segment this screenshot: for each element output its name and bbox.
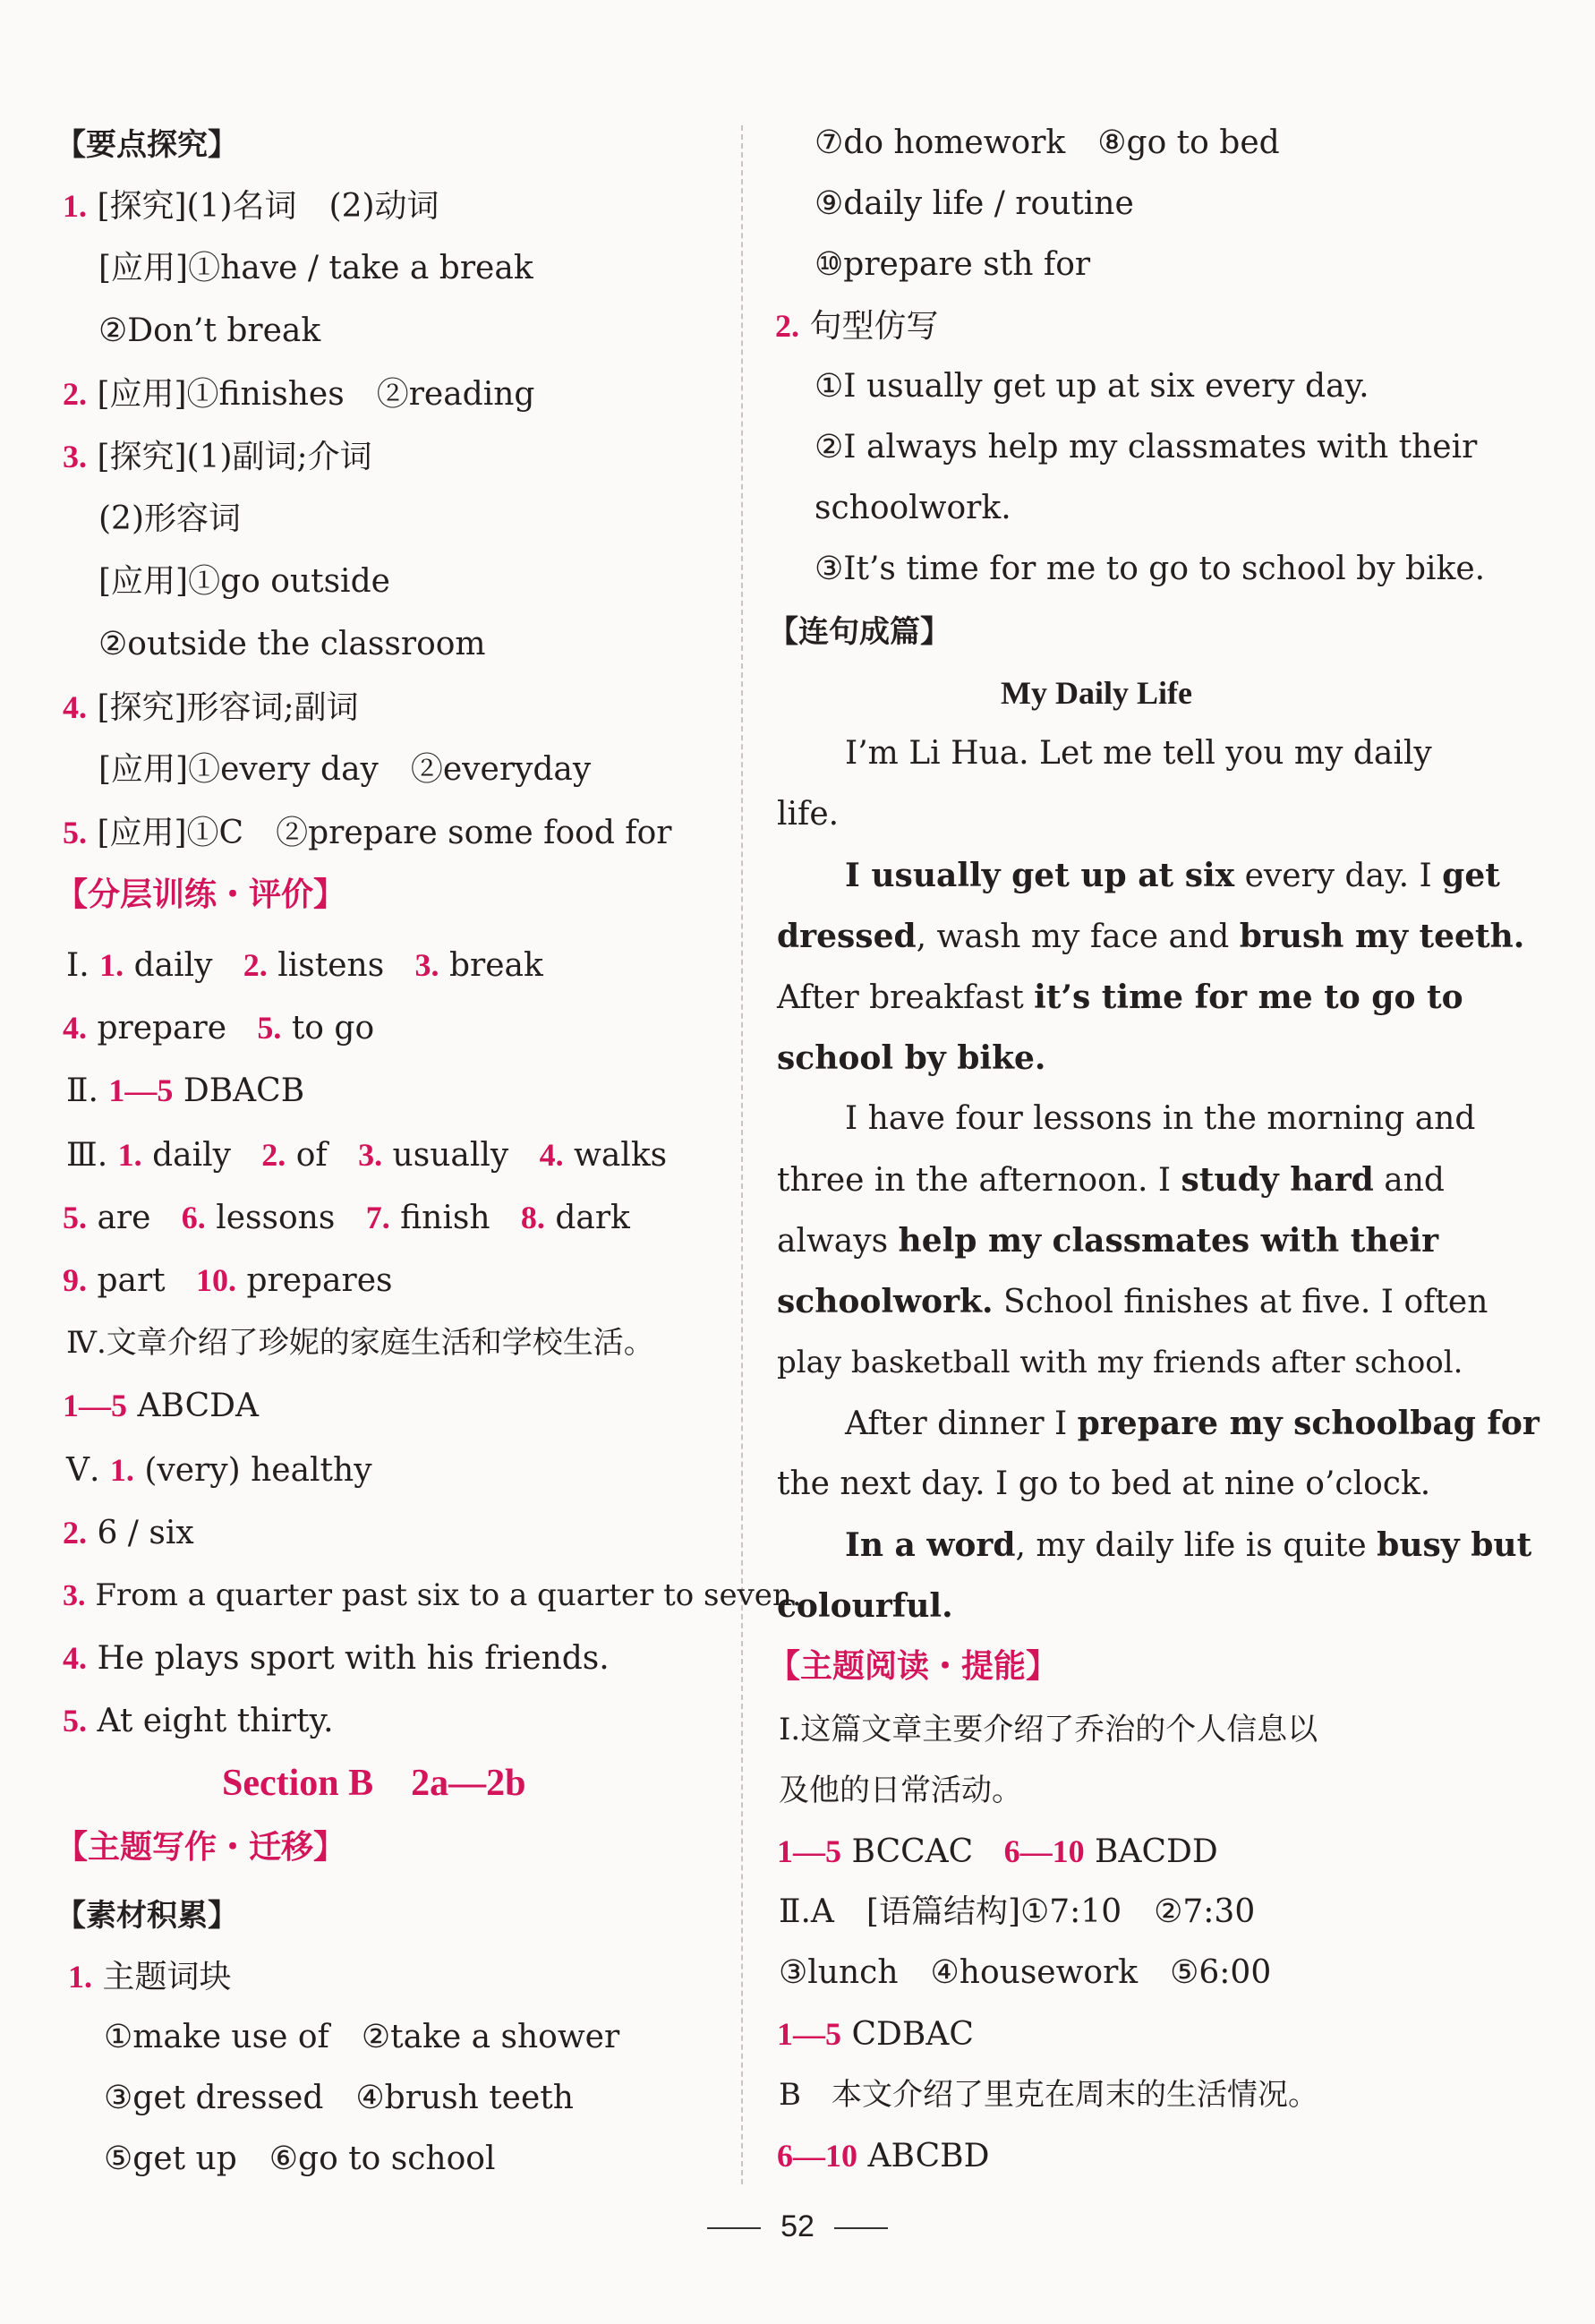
phrase-row-2: ③get dressed ④brush teeth	[104, 2080, 574, 2116]
phrase-row-3: ⑤get up ⑥go to school	[104, 2140, 496, 2177]
reading-2a-structure: Ⅱ.A [语篇结构]①7:10 ②7:30	[779, 1893, 1256, 1930]
essay-line: schoolwork. School finishes at five. I often	[777, 1283, 1488, 1320]
reading-1-summary: Ⅰ.这篇文章主要介绍了乔治的个人信息以	[779, 1712, 1318, 1747]
item-1-apply-2: ②Don’t break	[98, 312, 321, 349]
sentence-2: ②I always help my classmates with their	[815, 429, 1478, 466]
item-1-apply: [应用]①have / take a break	[98, 250, 533, 286]
part-5-item-1: Ⅴ. 1. (very) healthy	[66, 1452, 372, 1489]
page-number: 52	[780, 2209, 815, 2243]
materials-item-1: 1. 主题词块	[68, 1959, 232, 1995]
essay-line: After dinner I prepare my schoolbag for	[845, 1405, 1540, 1442]
item-1: 1. [探究](1)名词 (2)动词	[63, 188, 439, 225]
part-1-row-2: 4. prepare 5. to go	[63, 1010, 375, 1047]
part-5-item-2: 2. 6 / six	[63, 1515, 194, 1551]
item-4-apply: [应用]①every day ②everyday	[98, 751, 592, 788]
essay-line: In a word, my daily life is quite busy but	[845, 1526, 1532, 1564]
column-divider	[741, 125, 743, 2184]
reading-2a-answers: 1—5 CDBAC	[777, 2016, 974, 2053]
reading-2b-summary: B 本文介绍了里克在周末的生活情况。	[779, 2077, 1318, 2113]
section-header-writing: 【主题写作・迁移】	[55, 1829, 346, 1866]
item-3-apply-2: ②outside the classroom	[98, 626, 486, 662]
item-5: 5. [应用]①C ②prepare some food for	[63, 815, 672, 851]
item-4: 4. [探究]形容词;副词	[63, 689, 359, 726]
section-header-key-points: 【要点探究】	[55, 127, 238, 163]
phrase-row-6: ⑩prepare sth for	[815, 246, 1091, 283]
part-3-row-3: 9. part 10. prepares	[63, 1262, 393, 1299]
part-2: Ⅱ. 1—5 DBACB	[66, 1072, 305, 1109]
essay-line: three in the afternoon. I study hard and	[777, 1161, 1445, 1199]
section-b-title: Section B 2a—2b	[222, 1763, 526, 1804]
reading-1-summary-cont: 及他的日常活动。	[779, 1773, 1022, 1808]
reading-1-answers: 1—5 BCCAC 6—10 BACDD	[777, 1833, 1218, 1870]
part-5-item-5: 5. At eight thirty.	[63, 1703, 334, 1739]
sentence-1: ①I usually get up at six every day.	[815, 368, 1369, 405]
essay-line: I have four lessons in the morning and	[845, 1100, 1476, 1137]
item-3-b: (2)形容词	[98, 500, 241, 537]
section-header-reading: 【主题阅读・提能】	[768, 1648, 1059, 1685]
essay-line: the next day. I go to bed at nine o’clock.	[777, 1465, 1431, 1502]
item-2: 2. [应用]①finishes ②reading	[63, 376, 535, 413]
part-3-row-1: Ⅲ. 1. daily 2. of 3. usually 4. walks	[66, 1137, 668, 1174]
essay-line: always help my classmates with their	[777, 1222, 1439, 1260]
phrase-row-1: ①make use of ②take a shower	[104, 2019, 620, 2055]
section-header-composition: 【连句成篇】	[768, 614, 951, 650]
footer-dash-left	[707, 2227, 761, 2229]
reading-2b-answers: 6—10 ABCBD	[777, 2138, 990, 2174]
part-5-item-3: 3. From a quarter past six to a quarter to seven.	[63, 1577, 802, 1613]
essay-line: school by bike.	[777, 1039, 1046, 1077]
phrase-row-4: ⑦do homework ⑧go to bed	[815, 124, 1280, 161]
section-header-materials: 【素材积累】	[55, 1898, 238, 1934]
sentence-2-cont: schoolwork.	[815, 490, 1011, 526]
part-4-summary: Ⅳ.文章介绍了珍妮的家庭生活和学校生活。	[66, 1325, 654, 1361]
section-header-training: 【分层训练・评价】	[55, 876, 346, 913]
part-3-row-2: 5. are 6. lessons 7. finish 8. dark	[63, 1200, 630, 1236]
essay-title: My Daily Life	[1001, 675, 1192, 711]
part-4-answers: 1—5 ABCDA	[63, 1388, 259, 1424]
part-5-item-4: 4. He plays sport with his friends.	[63, 1640, 610, 1677]
item-3: 3. [探究](1)副词;介词	[63, 439, 372, 475]
page-footer	[0, 2209, 1595, 2244]
essay-line: colourful.	[777, 1587, 953, 1625]
reading-2a-structure-cont: ③lunch ④housework ⑤6:00	[779, 1954, 1272, 1991]
essay-line: dressed, wash my face and brush my teeth.	[777, 918, 1525, 955]
essay-line: I’m Li Hua. Let me tell you my daily	[845, 735, 1432, 772]
footer-dash-right	[834, 2227, 888, 2229]
materials-item-2: 2. 句型仿写	[775, 308, 939, 345]
phrase-row-5: ⑨daily life / routine	[815, 185, 1134, 222]
essay-line: life.	[777, 796, 840, 833]
item-3-apply: [应用]①go outside	[98, 563, 390, 600]
part-1-row-1: Ⅰ. 1. daily 2. listens 3. break	[66, 947, 543, 984]
essay-line: I usually get up at six every day. I get	[845, 857, 1500, 894]
sentence-3: ③It’s time for me to go to school by bike.	[815, 551, 1486, 587]
essay-line: play basketball with my friends after school.	[777, 1345, 1463, 1380]
essay-line: After breakfast it’s time for me to go to	[777, 978, 1463, 1016]
